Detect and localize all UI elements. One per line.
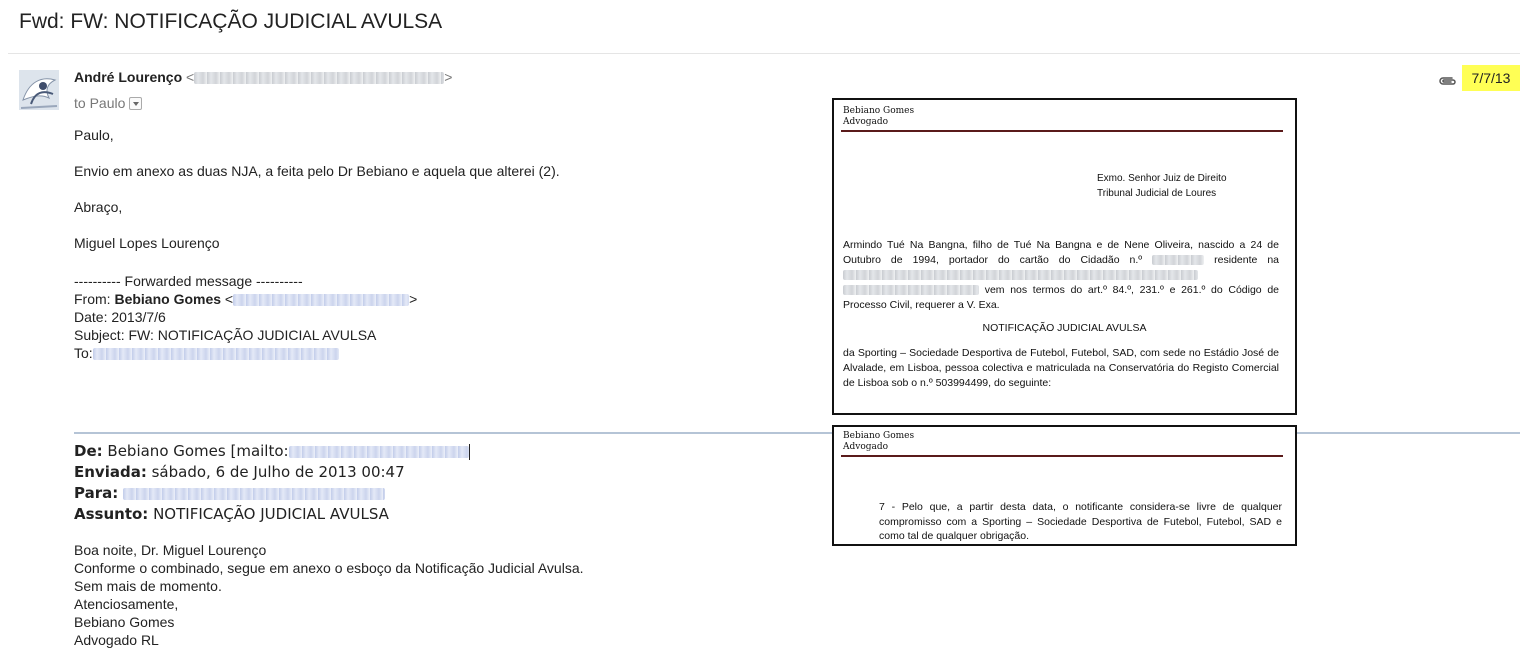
- doc-header-rule: [841, 455, 1283, 457]
- forwarded-divider: ---------- Forwarded message ----------: [74, 273, 303, 289]
- original-para: [74, 483, 470, 504]
- forwarded-message: [74, 272, 417, 362]
- sender-address: < >: [186, 69, 453, 85]
- chevron-down-icon[interactable]: [129, 97, 142, 110]
- doc-header-title: Advogado: [843, 442, 889, 452]
- forwarded-subject: Subject: FW: NOTIFICAÇÃO JUDICIAL AVULSA: [74, 327, 377, 343]
- original-message-divider: [74, 432, 1520, 434]
- sender-name[interactable]: André Lourenço: [74, 69, 183, 85]
- recipient-line-1: Exmo. Senhor Juiz de Direito: [1097, 173, 1227, 184]
- original-enviada: [74, 462, 470, 483]
- para-address[interactable]: [123, 488, 385, 500]
- signature: Miguel Lopes Lourenço: [74, 235, 220, 251]
- original-de: [74, 441, 470, 462]
- de-value: Bebiano Gomes [mailto:: [107, 442, 289, 460]
- original-message-header: [74, 441, 470, 525]
- doc-paragraph-2: da Sporting – Sociedade Desportiva de Futebol, Futebol, SAD, com sede no Estádio José de Alvalade, em Lisboa, pessoa colectiva e matriculada na Conservatória do Registo Comercial de Lisboa sob o n.º 503994499, do seguinte:: [843, 347, 1279, 389]
- doc-recipient: [1097, 171, 1227, 201]
- forwarded-to: [74, 344, 417, 362]
- to-label: To:: [74, 345, 93, 361]
- doc-header-title: Advogado: [843, 117, 889, 127]
- assunto-value: NOTIFICAÇÃO JUDICIAL AVULSA: [153, 505, 389, 523]
- recipient-label: to Paulo: [74, 95, 126, 111]
- avatar[interactable]: [19, 70, 59, 110]
- header-divider: [8, 53, 1520, 54]
- from-address[interactable]: [233, 294, 409, 306]
- message-line: Advogado RL: [74, 632, 159, 648]
- message-line: Conforme o combinado, segue em anexo o esboço da Notificação Judicial Avulsa.: [74, 560, 584, 576]
- enviada-value: sábado, 6 de Julho de 2013 00:47: [151, 463, 405, 481]
- avatar-image: [19, 70, 59, 110]
- doc-header-name: Bebiano Gomes: [843, 431, 915, 441]
- doc-header: [843, 106, 914, 128]
- doc-header-rule: [841, 130, 1283, 132]
- doc-paragraph-1: Armindo Tué Na Bangna, filho de Tué Na Bangna e de Nene Oliveira, nascido a 24 de Outubro de 1994, portador do cartão do Cidadão n.º residente na vem nos termos do art.º 84.º, 231.º e 261.º do Código de Processo Civil, requerer a V. Exa.: [843, 239, 1280, 311]
- body-line: Envio em anexo as duas NJA, a feita pelo Dr Bebiano e aquela que alterei (2).: [74, 163, 560, 179]
- email-subject: Fwd: FW: NOTIFICAÇÃO JUDICIAL AVULSA: [19, 10, 443, 33]
- recipient-line: [74, 95, 142, 111]
- message-line: Sem mais de momento.: [74, 578, 222, 594]
- para-label: Para:: [74, 484, 119, 502]
- doc-header-name: Bebiano Gomes: [843, 106, 915, 116]
- recipient-line-2: Tribunal Judicial de Loures: [1097, 188, 1217, 199]
- de-label: De:: [74, 442, 103, 460]
- message-line: Atenciosamente,: [74, 596, 179, 612]
- forwarded-date: Date: 2013/7/6: [74, 309, 166, 325]
- doc-center-title: NOTIFICAÇÃO JUDICIAL AVULSA: [982, 322, 1147, 334]
- document-preview-1[interactable]: [832, 98, 1297, 415]
- enviada-label: Enviada:: [74, 463, 147, 481]
- closing: Abraço,: [74, 199, 123, 215]
- greeting: Paulo,: [74, 127, 114, 143]
- original-assunto: [74, 504, 470, 525]
- assunto-label: Assunto:: [74, 505, 149, 523]
- sender-line: [74, 69, 452, 85]
- document-preview-2[interactable]: [832, 425, 1297, 546]
- email-date[interactable]: 7/7/13: [1462, 65, 1520, 91]
- from-name: Bebiano Gomes: [114, 291, 222, 307]
- de-address[interactable]: [289, 446, 469, 458]
- message-line: Bebiano Gomes: [74, 614, 175, 630]
- paperclip-icon: [1437, 71, 1457, 92]
- forwarded-from: From: Bebiano Gomes < >: [74, 291, 418, 307]
- from-label: From:: [74, 291, 111, 307]
- message-line: Boa noite, Dr. Miguel Lourenço: [74, 542, 267, 558]
- original-message-body: [74, 541, 584, 649]
- doc-header: [843, 431, 914, 453]
- to-address[interactable]: [93, 348, 339, 360]
- doc-paragraph-7: 7 - Pelo que, a partir desta data, o notificante considera-se livre de qualquer compromisso com a Sporting – Sociedade Desportiva de Futebol, Futebol, SAD e como tal de qualquer obrigação.: [879, 501, 1282, 542]
